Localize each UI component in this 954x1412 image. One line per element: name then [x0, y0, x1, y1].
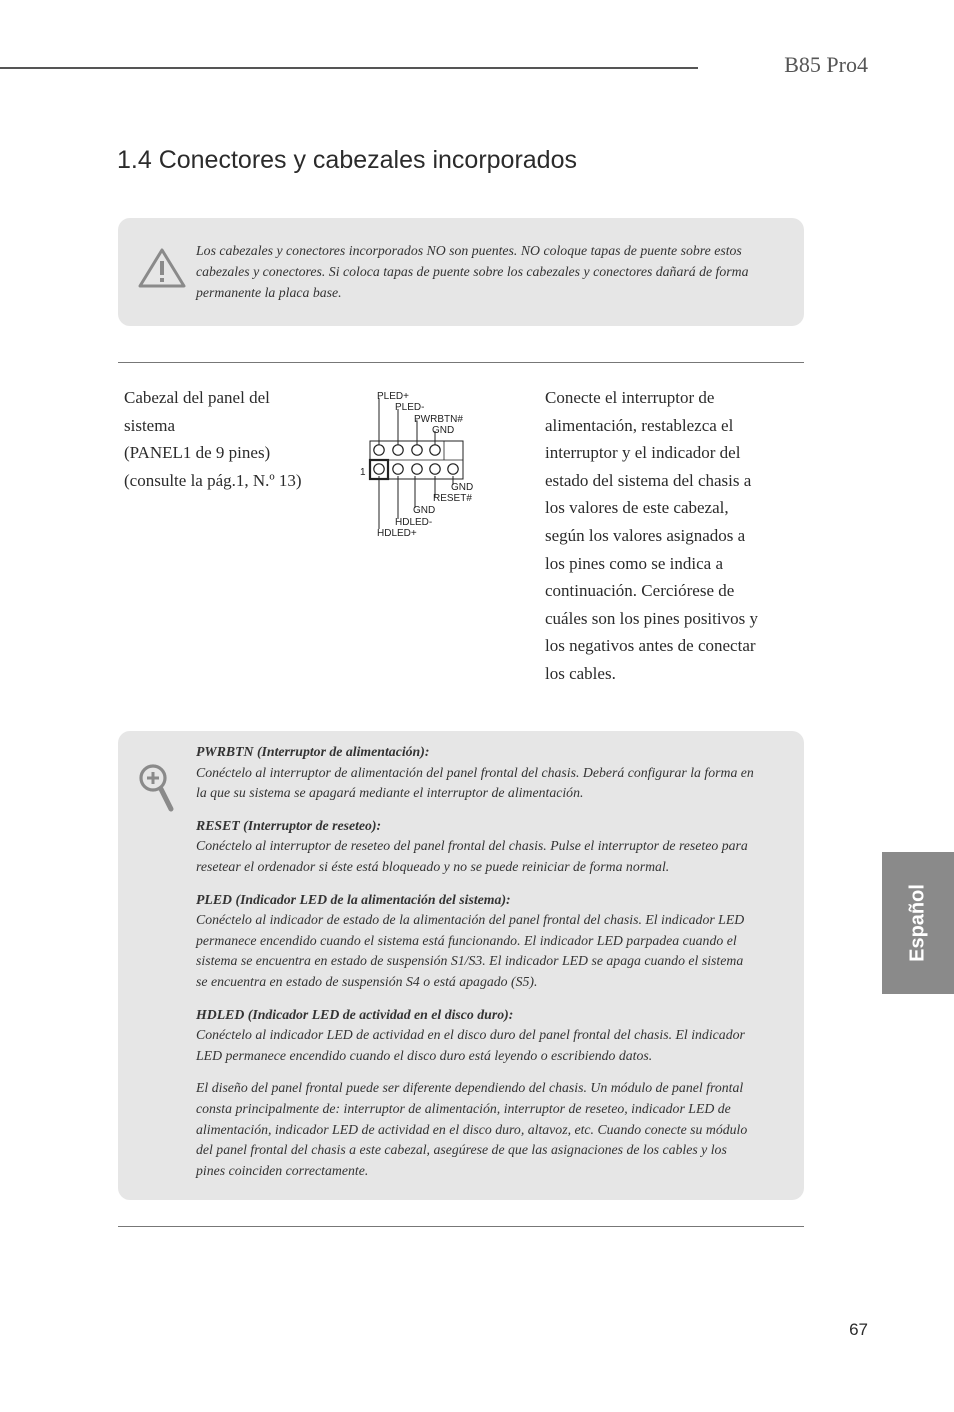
note-body: Conéctelo al interruptor de reseteo del panel frontal del chasis. Pulse el interruptor de reseteo para resetear el ordenador si éste está bloqueado y no se puede reiniciar de forma normal. [196, 838, 748, 874]
note-heading: HDLED (Indicador LED de actividad en el disco duro): [196, 1006, 514, 1022]
pin-label-gnd-bottom: GND [413, 505, 436, 516]
connector-name-line: (PANEL1 de 9 pines) [124, 443, 271, 463]
language-side-tab [882, 852, 954, 994]
section-rule-top [118, 362, 804, 363]
pin-label-reset: RESET# [433, 493, 472, 504]
pin-label-gnd-top: GND [432, 425, 455, 436]
pin-label-one: 1 [360, 467, 366, 478]
note-body: Conéctelo al indicador LED de actividad en el disco duro del panel frontal del chasis. El indicador LED permanece encendido cuando el disco duro está leyendo o escribiendo datos. [196, 1027, 745, 1063]
section-title: 1.4 Conectores y cabezales incorporados [117, 146, 577, 174]
pin-label-hdled-plus: HDLED+ [377, 528, 417, 539]
pin-label-pwrbtn: PWRBTN# [414, 414, 463, 425]
note-closing: El diseño del panel frontal puede ser diferente dependiendo del chasis. Un módulo de panel frontal consta principalmente de: interruptor de alimentación, interruptor de reseteo, indicador LED de alimentación, indicador LED de actividad en el disco duro, altavoz, etc. Cuando conecte su módulo del panel frontal del chasis a este cabezal, asegúrese de que las asignaciones de los cables y los pines coinciden correctamente. [196, 1080, 748, 1178]
note-section-hdled [196, 1005, 756, 1067]
pin-label-hdled-minus: HDLED- [395, 517, 433, 528]
note-section-reset [196, 816, 756, 878]
panel1-pin-diagram [355, 386, 495, 546]
model-name: B85 Pro4 [784, 52, 868, 77]
note-heading: PLED (Indicador LED de la alimentación del sistema): [196, 891, 511, 907]
caution-text: Los cabezales y conectores incorporados NO son puentes. NO coloque tapas de puente sobre estos cabezales y conectores. Si coloca tapas de puente sobre los cabezales y conectores dañará de forma permanente la placa base. [196, 243, 749, 300]
note-box [118, 731, 804, 1200]
caution-box [118, 218, 804, 326]
warning-triangle-icon [138, 248, 186, 288]
note-heading: PWRBTN (Interruptor de alimentación): [196, 744, 430, 759]
note-content [196, 742, 756, 1181]
connector-name-line: sistema [124, 415, 175, 435]
note-section-pled [196, 890, 756, 993]
header-rule [0, 67, 698, 69]
pin-label-pled-plus: PLED+ [377, 391, 409, 402]
connector-name-line: (consulte la pág.1, N.º 13) [124, 470, 302, 490]
language-label: Español [906, 884, 929, 962]
pin-label-pled-minus: PLED- [395, 402, 425, 413]
connector-name-line: Cabezal del panel del [124, 388, 270, 407]
note-heading: RESET (Interruptor de reseteo): [196, 817, 382, 833]
connector-description: Conecte el interruptor de alimentación, restablezca el interruptor y el indicador del estado del sistema del chasis a los valores de este cabezal, según los valores asignados a los pines como se indica a continuación. Cerciórese de cuáles son los pines positivos y los negativos antes de conectar los cables. [545, 388, 758, 683]
connector-name [124, 384, 344, 494]
page-number: 67 [849, 1320, 868, 1339]
note-body: Conéctelo al interruptor de alimentación del panel frontal del chasis. Deberá configurar la forma en la que su sistema se apagará mediante el interruptor de alimentación. [196, 764, 754, 801]
magnifier-plus-icon [138, 763, 176, 813]
note-section-pwrbtn [196, 742, 756, 804]
note-body: Conéctelo al indicador de estado de la alimentación del panel frontal del chasis. El indicador LED permanece encendido cuando el sistema está funcionando. El indicador LED parpadea cuando el sistema se encuentra en estado de suspensión S1/S3. El indicador LED se apaga cuando el sistema se encuentra en estado de suspensión S4 o está apagado (S5). [196, 912, 745, 989]
pin-label-gnd-right: GND [451, 482, 474, 493]
section-rule-bottom [118, 1226, 804, 1227]
